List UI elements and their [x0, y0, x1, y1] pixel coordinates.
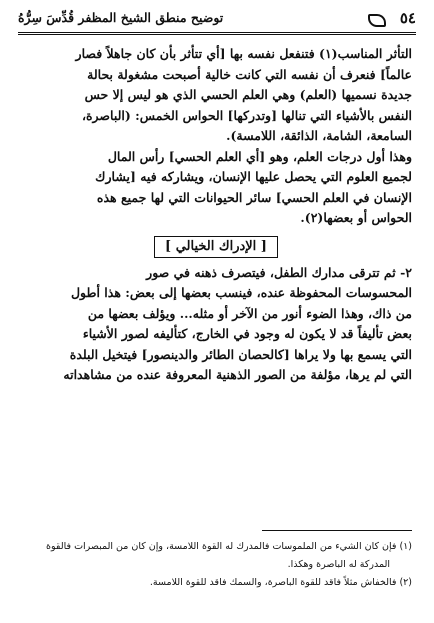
page-number: ٥٤	[399, 9, 416, 27]
footnote-1: (١) فإن كان الشيء من الملموسات فالمدرك له القوة اللامسة، وإن كان من المبصرات فالقوة	[46, 541, 412, 552]
text-line: المحسوسات المحفوظة عنده، فينسب بعضها إلى بعض: هذا أطول	[70, 285, 412, 300]
footnotes	[20, 538, 412, 592]
text-line: التي يسمع بها ولا يراها [كالحصان الطائر والدينصور] فيتخيل البلدة	[69, 346, 412, 362]
text-line: جديدة نسميها (العلم) وهي العلم الحسي الذي هو ليس إلا حس	[84, 87, 412, 102]
section-heading-text: [ الإدراك الخيالي ]	[154, 236, 278, 258]
section-heading	[20, 231, 412, 261]
text-line: الإنسان في العلم الحسي] سائر الحيوانات التي لها جميع هذه	[96, 189, 412, 205]
text-line: بعض تأليفاً قد لا يكون له وجود في الخارج، كتأليفه لصور الأشياء	[82, 326, 412, 341]
text-line: التأثر المناسب(١) فتنفعل نفسه بها [أي تتأثر بأن كان جاهلاً فصار	[75, 46, 412, 61]
paragraph	[20, 263, 412, 386]
footnote-1-continued: المدركة له الباصرة وهكذا.	[287, 559, 390, 570]
text-line: الحواس أو بعضها(٢).	[300, 210, 412, 225]
footnote-rule	[262, 530, 412, 531]
running-title: توضيح منطق الشيخ المظفر قُدِّسَ سِرُّهُ	[18, 10, 224, 25]
main-text	[20, 44, 412, 386]
header-rule	[18, 32, 416, 35]
text-line: عالماً] فنعرف أن نفسه التي كانت خالية أصبحت مشغولة بحالة	[87, 66, 412, 82]
paragraph	[20, 147, 412, 229]
text-line: السامعة، الشامة، الذائقة، اللامسة).	[226, 128, 412, 143]
ornament-icon	[368, 14, 386, 27]
text-line: النفس بالأشياء التي تنالها [وتدركها] الحواس الخمس: (الباصرة،	[81, 107, 412, 123]
text-line: التي لم يرها، مؤلفة من الصور الذهنية المعروفة عنده من مشاهداته	[63, 367, 412, 382]
page-header	[18, 8, 416, 32]
footnote-2: (٢) فالخفاش مثلاً فاقد للقوة الباصرة، والسمك فاقد للقوة اللامسة.	[149, 577, 412, 588]
text-line: لجميع العلوم التي يحصل عليها الإنسان، ويشاركه فيه [يشارك	[95, 169, 412, 184]
text-line: وهذا أول درجات العلم، وهو [أي العلم الحسي] رأس المال	[107, 148, 412, 164]
text-line: من ذاك، وهذا الضوء أنور من الآخر أو مثله... ويؤلف بعضها من	[87, 305, 412, 321]
text-line: ٢- ثم تترقى مدارك الطفل، فيتصرف ذهنه في صور	[146, 264, 412, 280]
paragraph	[20, 44, 412, 147]
